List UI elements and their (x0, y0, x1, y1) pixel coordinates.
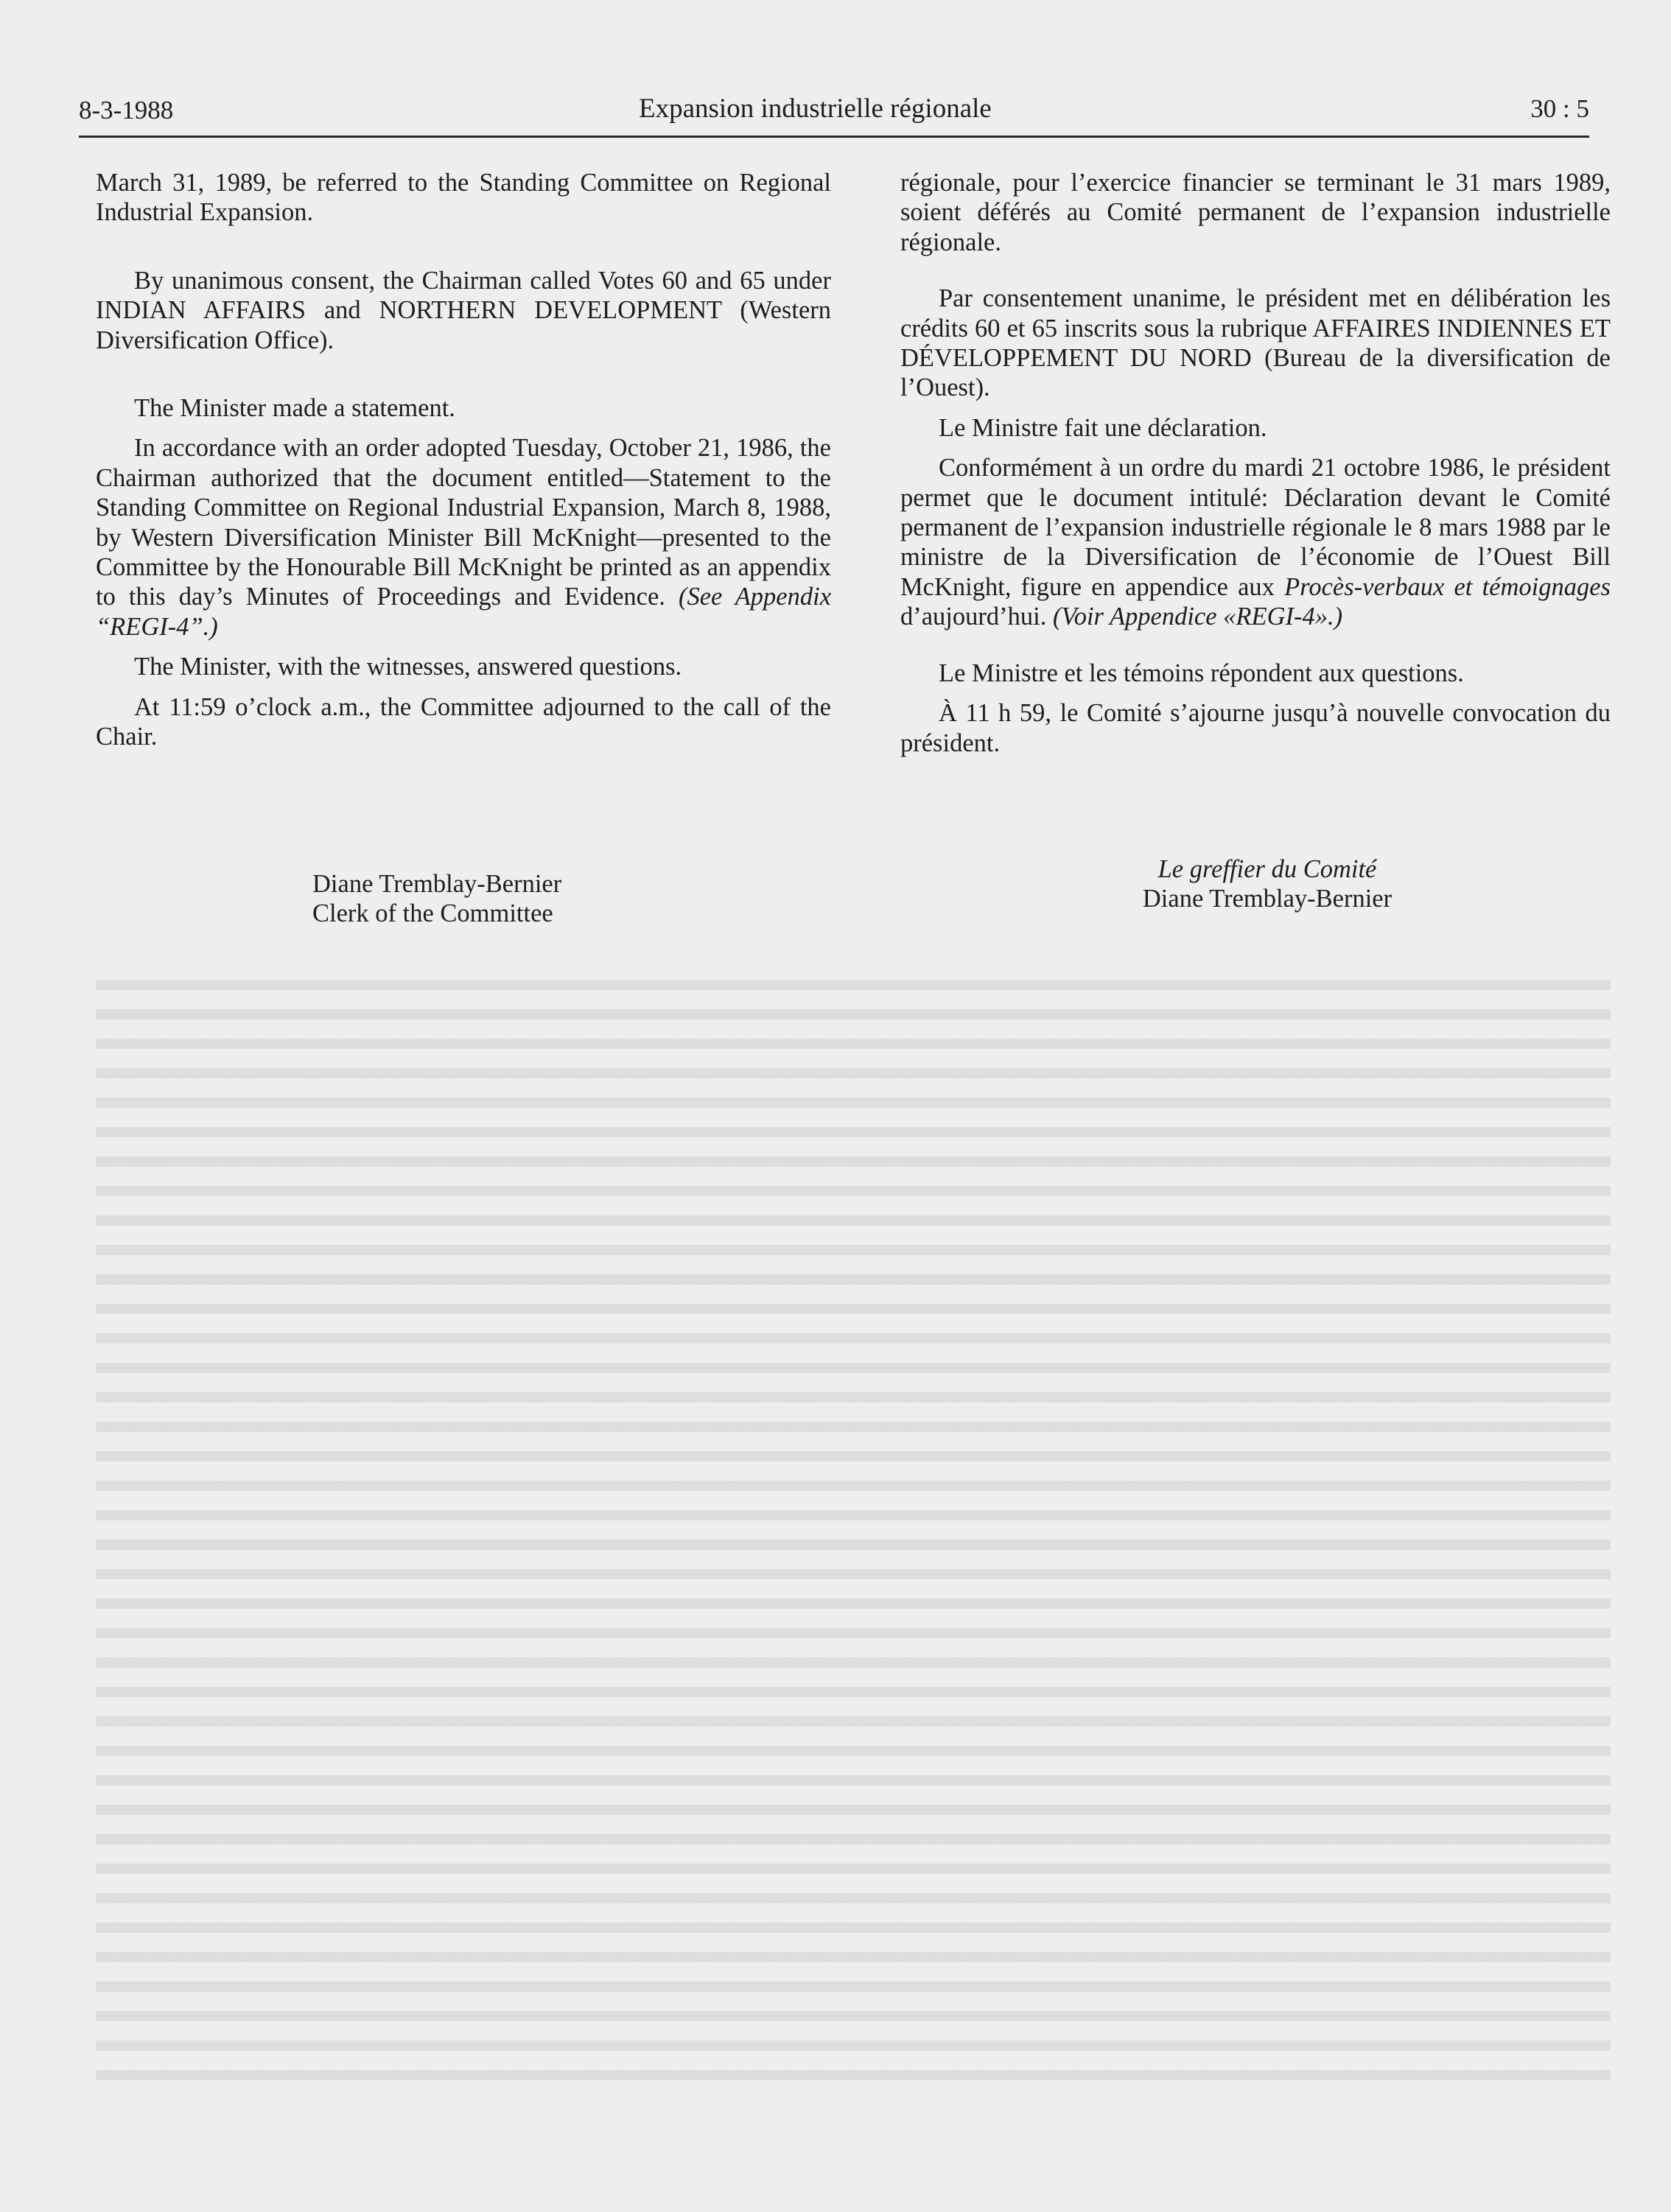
english-paragraph-4-text: In accordance with an order adopted Tuesday, October 21, 1986, the Chairman authorized that the document entitled—Statement to the Standing Committee on Regional Industrial Expansion, March 8, 1988, by Western Diversification Minister Bill McKnight—presented to the Committee by the Honourable Bill McKnight be printed as an appendix to this day’s Minutes of Proceedings and Evidence. (96, 434, 831, 611)
english-paragraph-3: The Minister made a statement. (134, 394, 455, 423)
french-paragraph-1: régionale, pour l’exercice financier se terminant le 31 mars 1989, soient déférés au Comité permanent de l’expansion industrielle régionale. (900, 169, 1611, 256)
header-date: 8-3-1988 (79, 96, 174, 124)
english-appendix-reference: (See Appendix “REGI-4”.) (96, 583, 832, 641)
english-paragraph-6: At 11:59 o’clock a.m., the Committee adjourned to the call of the Chair. (96, 692, 831, 751)
french-column (900, 168, 1611, 758)
header-title: Expansion industrielle régionale (639, 94, 992, 124)
english-column (96, 168, 831, 752)
show-through-texture (96, 980, 1611, 2085)
french-appendix-reference: (Voir Appendice «REGI-4».) (1052, 603, 1343, 631)
english-paragraph-1: March 31, 1989, be referred to the Standing Committee on Regional Industrial Expansion. (96, 169, 831, 227)
french-signature-name: Diane Tremblay-Bernier (1142, 885, 1392, 913)
french-signature (1083, 854, 1451, 914)
french-paragraph-6: À 11 h 59, le Comité s’ajourne jusqu’à nouvelle convocation du président. (900, 699, 1611, 757)
french-paragraph-4 (900, 453, 1611, 631)
english-signature (312, 869, 561, 929)
english-signature-name: Diane Tremblay-Bernier (312, 870, 562, 898)
english-signature-role: Clerk of the Committee (312, 899, 553, 928)
french-paragraph-3: Le Ministre fait une déclaration. (939, 413, 1267, 442)
french-paragraph-4-text: Conformément à un ordre du mardi 21 octobre 1986, le président permet que le document intitulé: Déclaration devant le Comité permanent de l’expansion industrielle régionale le 8 mars 1988 par le ministre de la Diversification de l’économie de l’Ouest Bill McKnight, figure en appendice aux (900, 454, 1611, 601)
french-paragraph-5: Le Ministre et les témoins répondent aux questions. (939, 659, 1464, 687)
french-italic-title: Procès-verbaux et témoignages (1284, 572, 1611, 601)
english-paragraph-2: By unanimous consent, the Chairman called Votes 60 and 65 under INDIAN AFFAIRS and NORTHERN DEVELOPMENT (Western Diversification Office). (96, 266, 831, 354)
french-paragraph-2: Par consentement unanime, le président met en délibération les crédits 60 et 65 inscrits sous la rubrique AFFAIRES INDIENNES ET DÉVELOPPEMENT DU NORD (Bureau de la diversification de l’Ouest). (900, 284, 1611, 402)
french-paragraph-4-tail: d’aujourd’hui. (900, 603, 1047, 631)
french-signature-role: Le greffier du Comité (1157, 855, 1377, 883)
header-page-number: 30 : 5 (1530, 94, 1589, 123)
page-header (79, 87, 1589, 138)
english-paragraph-4 (96, 433, 831, 642)
english-paragraph-5: The Minister, with the witnesses, answered questions. (134, 653, 682, 681)
